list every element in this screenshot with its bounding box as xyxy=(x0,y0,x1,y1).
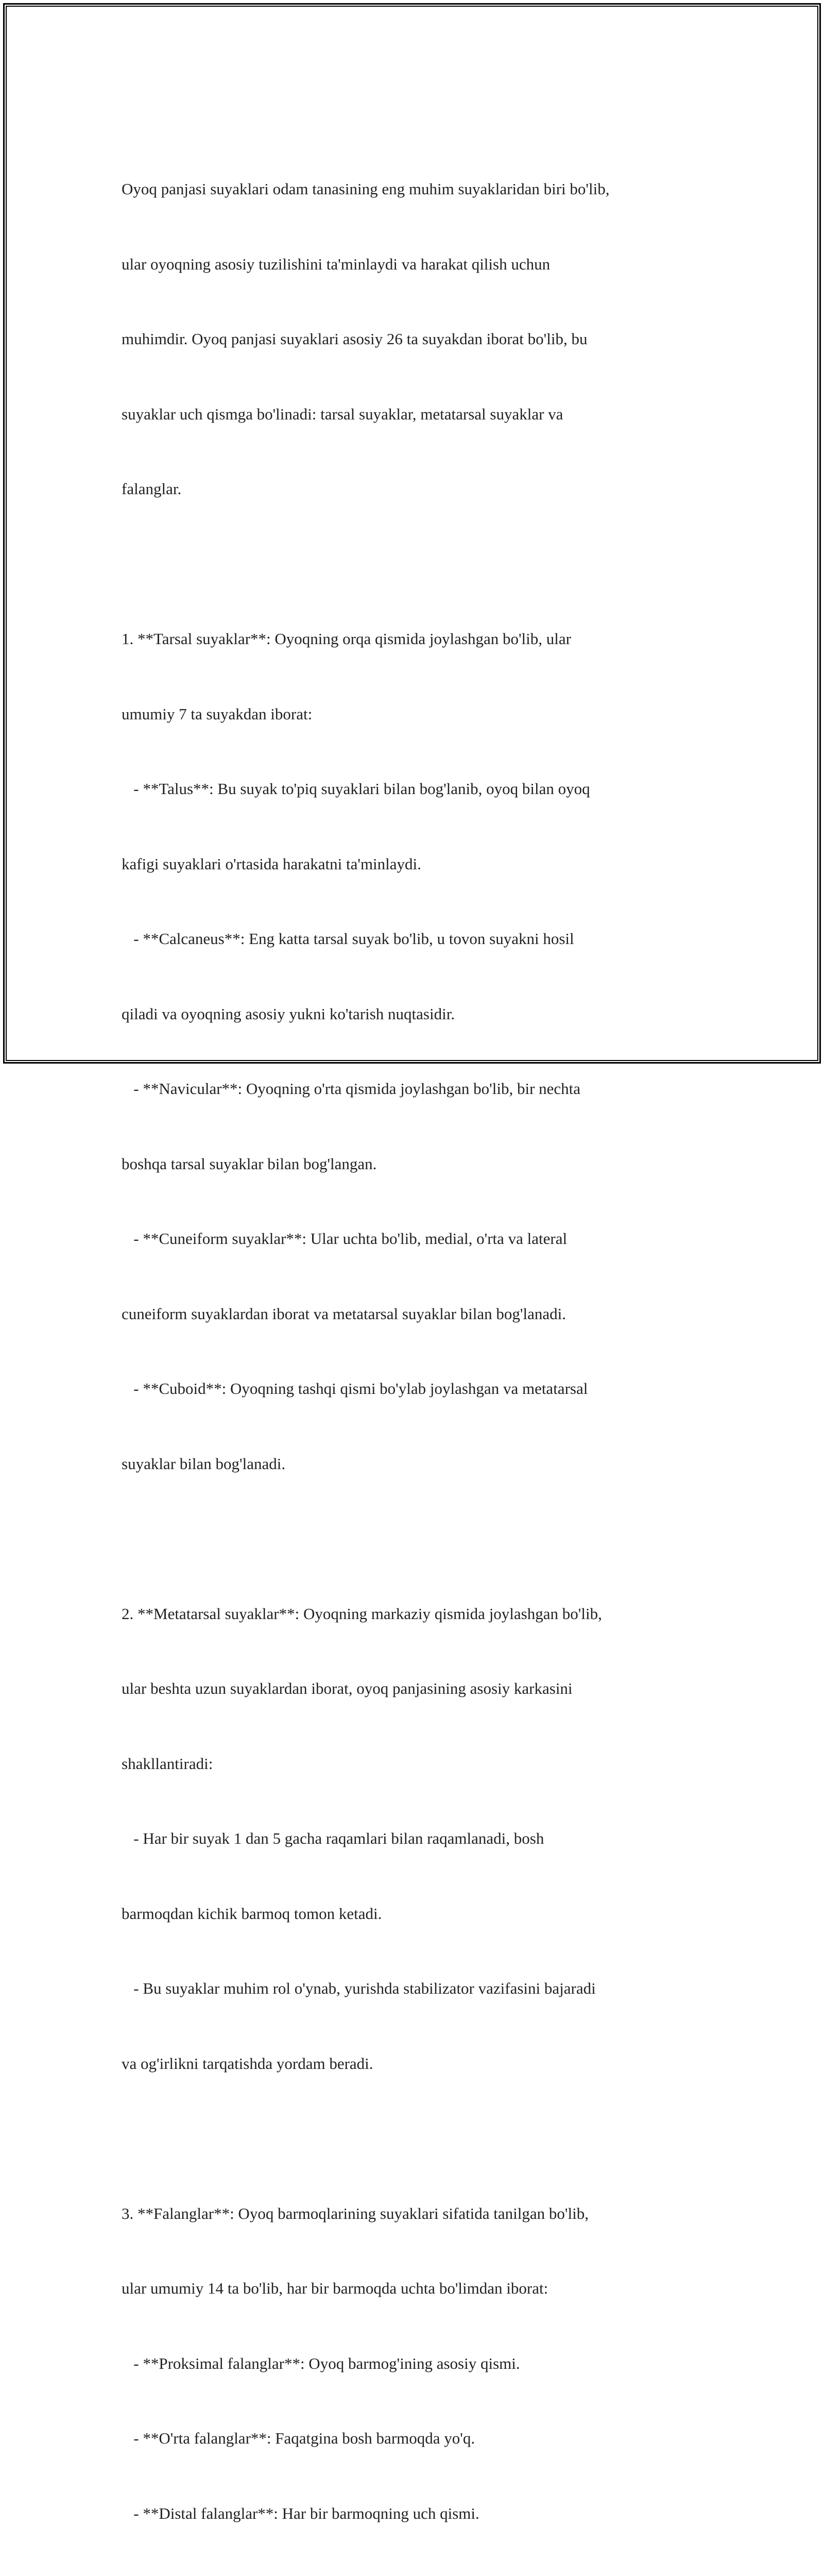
section-falanglar xyxy=(122,2151,709,2576)
paragraph-gap xyxy=(122,1526,709,1552)
paragraph-gap xyxy=(122,2126,709,2151)
text-line: 2. **Metatarsal suyaklar**: Oyoqning markaziy qismida joylashgan bo'lib, xyxy=(122,1602,709,1627)
text-line: - **Navicular**: Oyoqning o'rta qismida joylashgan bo'lib, bir nechta xyxy=(122,1076,709,1102)
text-line: - **Distal falanglar**: Har bir barmoqning uch qismi. xyxy=(122,2501,709,2527)
text-line: ular beshta uzun suyaklardan iborat, oyoq panjasining asosiy karkasini xyxy=(122,1676,709,1702)
text-line: umumiy 7 ta suyakdan iborat: xyxy=(122,702,709,727)
text-line: 3. **Falanglar**: Oyoq barmoqlarining suyaklari sifatida tanilgan bo'lib, xyxy=(122,2201,709,2227)
text-line: - **Cuboid**: Oyoqning tashqi qismi bo'ylab joylashgan va metatarsal xyxy=(122,1376,709,1402)
text-line: suyaklar uch qismga bo'linadi: tarsal suyaklar, metatarsal suyaklar va xyxy=(122,402,709,427)
text-line: ular umumiy 14 ta bo'lib, har bir barmoqda uchta bo'limdan iborat: xyxy=(122,2276,709,2301)
text-line: - Bu suyaklar muhim rol o'ynab, yurishda stabilizator vazifasini bajaradi xyxy=(122,1976,709,2001)
text-line: kafigi suyaklari o'rtasida harakatni ta'minlaydi. xyxy=(122,852,709,877)
text-line: boshqa tarsal suyaklar bilan bog'langan. xyxy=(122,1152,709,1177)
text-line: 1. **Tarsal suyaklar**: Oyoqning orqa qismida joylashgan bo'lib, ular xyxy=(122,627,709,652)
paragraph-gap xyxy=(122,552,709,577)
section-tarsal xyxy=(122,577,709,1526)
text-line: cuneiform suyaklardan iborat va metatarsal suyaklar bilan bog'lanadi. xyxy=(122,1302,709,1327)
text-line: muhimdir. Oyoq panjasi suyaklari asosiy 26 ta suyakdan iborat bo'lib, bu xyxy=(122,327,709,352)
text-line: barmoqdan kichik barmoq tomon ketadi. xyxy=(122,1901,709,1927)
text-line: - **O'rta falanglar**: Faqatgina bosh barmoqda yo'q. xyxy=(122,2426,709,2451)
intro-paragraph xyxy=(122,127,709,552)
text-line: - Har bir suyak 1 dan 5 gacha raqamlari bilan raqamlanadi, bosh xyxy=(122,1826,709,1851)
text-line: - **Talus**: Bu suyak to'piq suyaklari bilan bog'lanib, oyoq bilan oyoq xyxy=(122,777,709,802)
text-line: - **Cuneiform suyaklar**: Ular uchta bo'lib, medial, o'rta va lateral xyxy=(122,1226,709,1252)
text-line: falanglar. xyxy=(122,477,709,502)
text-line: Oyoq panjasi suyaklari odam tanasining eng muhim suyaklaridan biri bo'lib, xyxy=(122,177,709,202)
document-body xyxy=(122,127,709,2576)
text-line: suyaklar bilan bog'lanadi. xyxy=(122,1452,709,1477)
text-line: shakllantiradi: xyxy=(122,1752,709,1777)
text-line: va og'irlikni tarqatishda yordam beradi. xyxy=(122,2051,709,2077)
text-line: ular oyoqning asosiy tuzilishini ta'minlaydi va harakat qilish uchun xyxy=(122,252,709,277)
text-line: - **Calcaneus**: Eng katta tarsal suyak bo'lib, u tovon suyakni hosil xyxy=(122,927,709,952)
text-line: qiladi va oyoqning asosiy yukni ko'tarish nuqtasidir. xyxy=(122,1002,709,1027)
section-metatarsal xyxy=(122,1552,709,2127)
text-line: - **Proksimal falanglar**: Oyoq barmog'ining asosiy qismi. xyxy=(122,2351,709,2377)
